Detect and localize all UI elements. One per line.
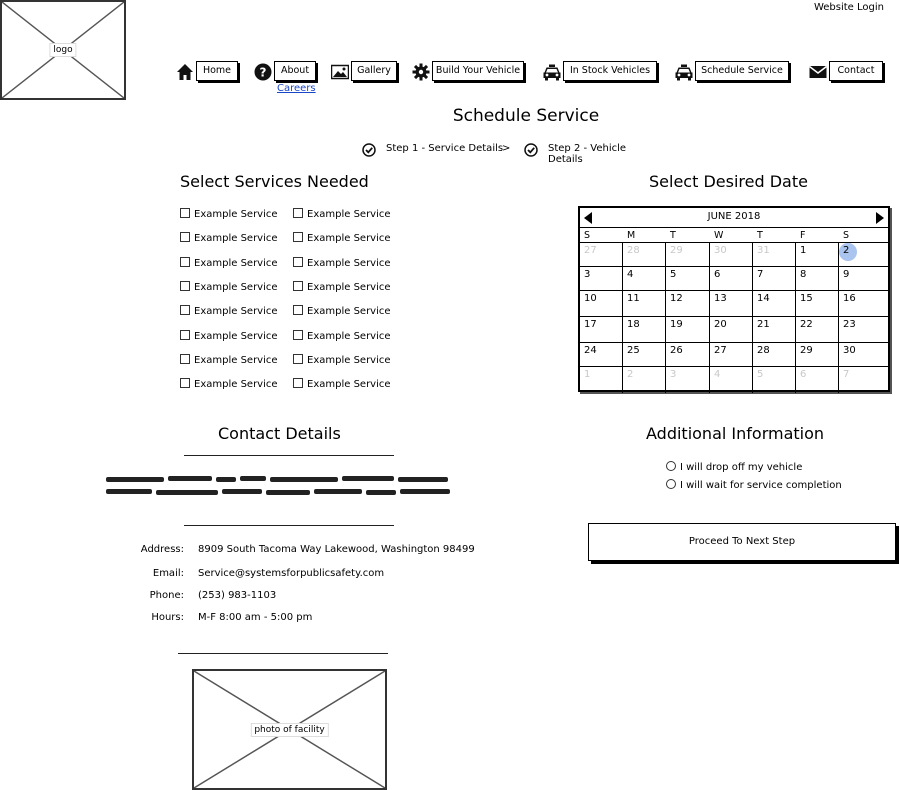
checkbox-square[interactable] (293, 330, 303, 340)
service-label: Example Service (307, 306, 391, 318)
service-checkbox[interactable] (180, 330, 278, 344)
calendar-day[interactable] (753, 367, 796, 393)
contact-detail-label: Address: (140, 544, 184, 555)
divider (184, 455, 394, 456)
checkbox-square[interactable] (180, 281, 190, 291)
checkbox-square[interactable] (180, 378, 190, 388)
radio-wait[interactable] (666, 479, 842, 491)
calendar-day[interactable] (623, 317, 666, 343)
checkbox-square[interactable] (180, 208, 190, 218)
contact-detail-value: M-F 8:00 am - 5:00 pm (198, 612, 313, 623)
radio-label: I will drop off my vehicle (680, 462, 803, 473)
car-icon (543, 63, 561, 81)
checkbox-square[interactable] (293, 281, 303, 291)
calendar-day-number: 31 (757, 245, 770, 256)
service-label: Example Service (307, 379, 391, 391)
calendar-day-number: 16 (843, 293, 856, 304)
service-checkbox[interactable] (293, 208, 391, 222)
service-checkbox[interactable] (293, 330, 391, 344)
calendar-day[interactable] (580, 243, 623, 267)
checkbox-square[interactable] (293, 257, 303, 267)
website-login-link[interactable]: Website Login (813, 2, 884, 13)
calendar-day[interactable] (580, 267, 623, 291)
calendar-day[interactable] (839, 267, 890, 291)
calendar-weekday: S (584, 230, 591, 241)
calendar-day[interactable] (710, 243, 753, 267)
checkbox-square[interactable] (293, 208, 303, 218)
calendar-day[interactable] (796, 343, 839, 367)
divider (178, 653, 388, 654)
service-label: Example Service (307, 257, 391, 269)
calendar-day-number: 22 (800, 319, 813, 330)
calendar-day-number: 7 (757, 269, 764, 280)
calendar-day[interactable] (710, 343, 753, 367)
calendar-day-number: 28 (757, 345, 770, 356)
calendar-day-number: 23 (843, 319, 856, 330)
contact-detail-value[interactable]: Service@systemsforpublicsafety.com (198, 568, 385, 579)
calendar-day-number: 4 (714, 369, 721, 380)
service-label: Example Service (307, 209, 391, 220)
calendar-day[interactable] (666, 291, 710, 317)
service-checkbox[interactable] (293, 378, 391, 392)
calendar-month: JUNE 2018 (707, 211, 761, 222)
service-checkbox[interactable] (180, 305, 278, 319)
checkbox-square[interactable] (180, 305, 190, 315)
service-checkbox[interactable] (293, 232, 391, 246)
step-1-label[interactable]: Step 1 - Service Details (386, 143, 504, 154)
radio-label: I will wait for service completion (680, 480, 842, 491)
nav-button-gallery[interactable]: Gallery (351, 61, 397, 81)
calendar-day[interactable] (623, 343, 666, 367)
calendar-day-number: 9 (843, 269, 850, 280)
calendar-day-number: 18 (627, 319, 640, 330)
calendar-day[interactable] (796, 267, 839, 291)
contact-detail-label: Hours: (151, 612, 184, 623)
nav-link-careers[interactable]: Careers (277, 83, 316, 94)
calendar-day-number: 5 (757, 369, 764, 380)
calendar-day[interactable] (753, 343, 796, 367)
calendar-day[interactable] (580, 343, 623, 367)
calendar-day[interactable] (580, 317, 623, 343)
calendar-day-number: 7 (843, 369, 850, 380)
calendar-day[interactable] (580, 291, 623, 317)
calendar-day-number: 27 (584, 245, 597, 256)
calendar-day-number: 14 (757, 293, 770, 304)
service-label: Example Service (194, 354, 278, 366)
calendar-day-number: 12 (670, 293, 683, 304)
calendar-day[interactable] (666, 267, 710, 291)
checkbox-square[interactable] (293, 232, 303, 242)
calendar-day-number: 1 (584, 369, 591, 380)
nav-button-about[interactable]: About (274, 61, 316, 81)
calendar-day-number: 2 (627, 369, 634, 380)
calendar-day[interactable] (753, 317, 796, 343)
calendar-header (580, 208, 888, 228)
calendar-day-number: 5 (670, 269, 677, 280)
calendar-day[interactable] (796, 291, 839, 317)
calendar-day[interactable] (710, 367, 753, 393)
calendar-day[interactable] (839, 367, 890, 393)
contact-detail-value: 8909 South Tacoma Way Lakewood, Washington 98499 (198, 544, 475, 555)
calendar-day-number: 29 (800, 345, 813, 356)
calendar-day-number: 4 (627, 269, 634, 280)
service-checkbox[interactable] (180, 232, 278, 246)
nav-button-in-stock-vehicles[interactable]: In Stock Vehicles (563, 61, 657, 81)
nav-button-schedule-service[interactable]: Schedule Service (695, 61, 789, 81)
calendar-day-number: 6 (714, 269, 721, 280)
service-label: Example Service (307, 354, 391, 366)
home-icon (176, 63, 194, 81)
calendar-day[interactable] (753, 291, 796, 317)
calendar-day[interactable] (753, 267, 796, 291)
facility-photo-label: photo of facility (250, 723, 328, 737)
service-label: Example Service (194, 330, 278, 342)
date-title: Select Desired Date (649, 172, 808, 191)
nav-button-build-your-vehicle[interactable]: Build Your Vehicle (432, 61, 524, 81)
radio-circle[interactable] (666, 461, 676, 471)
checkbox-square[interactable] (293, 378, 303, 388)
calendar-day[interactable] (710, 317, 753, 343)
check-circle-icon (524, 143, 538, 157)
calendar-day[interactable] (623, 243, 666, 267)
contact-detail-label: Email: (152, 568, 184, 579)
service-label: Example Service (307, 233, 391, 245)
calendar-day-number: 3 (670, 369, 677, 380)
service-label: Example Service (307, 330, 391, 342)
calendar-day-number: 3 (584, 269, 591, 280)
service-label: Example Service (194, 233, 278, 245)
calendar-weekday: T (757, 230, 763, 241)
service-label: Example Service (307, 281, 391, 293)
calendar-grid (580, 242, 890, 392)
service-checkbox[interactable] (180, 354, 278, 368)
step-separator: > (502, 143, 511, 154)
calendar-day-number: 2 (839, 243, 857, 261)
facility-photo (192, 669, 387, 790)
service-label: Example Service (194, 281, 278, 293)
additional-info-title: Additional Information (646, 424, 825, 443)
radio-circle[interactable] (666, 479, 676, 489)
check-circle-icon (362, 143, 376, 157)
calendar-day-number: 10 (584, 293, 597, 304)
proceed-button[interactable]: Proceed To Next Step (588, 523, 896, 561)
calendar-day-number: 30 (843, 345, 856, 356)
calendar-day-number: 28 (627, 245, 640, 256)
calendar-day-number: 30 (714, 245, 727, 256)
gear-icon (412, 63, 430, 81)
step-indicator (362, 143, 662, 165)
calendar-weekday: T (670, 230, 676, 241)
divider (184, 525, 394, 526)
checkbox-square[interactable] (180, 257, 190, 267)
calendar-day-number: 1 (800, 245, 807, 256)
calendar-day[interactable] (796, 243, 839, 267)
calendar-day[interactable] (666, 367, 710, 393)
calendar-day[interactable] (839, 317, 890, 343)
calendar-day[interactable] (623, 367, 666, 393)
service-checkbox[interactable] (293, 257, 391, 271)
contact-detail-value: (253) 983-1103 (198, 590, 277, 601)
service-checkbox[interactable] (180, 257, 278, 271)
radio-drop-off[interactable] (666, 461, 802, 473)
calendar-day[interactable] (666, 243, 710, 267)
calendar-day[interactable] (710, 267, 753, 291)
question-circle-icon (254, 63, 272, 81)
arrow-left-icon[interactable] (584, 212, 592, 224)
step-2-label[interactable]: Step 2 - Vehicle Details (548, 143, 627, 165)
calendar-day-number: 24 (584, 345, 597, 356)
nav-button-contact[interactable]: Contact (829, 61, 883, 81)
calendar-day-number: 21 (757, 319, 770, 330)
calendar-weekday: W (714, 230, 724, 241)
arrow-right-icon[interactable] (876, 212, 884, 224)
service-label: Example Service (194, 306, 278, 318)
envelope-icon (809, 63, 827, 81)
calendar-day-number: 6 (800, 369, 807, 380)
calendar-day-number: 17 (584, 319, 597, 330)
calendar-day-number: 20 (714, 319, 727, 330)
calendar-weekday: F (800, 230, 806, 241)
nav-button-home[interactable]: Home (196, 61, 238, 81)
calendar-day-number: 15 (800, 293, 813, 304)
calendar-day[interactable] (666, 317, 710, 343)
calendar-weekday: M (627, 230, 636, 241)
svg-text:?: ? (259, 65, 267, 80)
contact-title: Contact Details (218, 424, 341, 443)
calendar-day-number: 13 (714, 293, 727, 304)
calendar-day[interactable] (796, 317, 839, 343)
calendar-day-number: 29 (670, 245, 683, 256)
logo-label: logo (49, 43, 76, 57)
image-icon (331, 63, 349, 81)
calendar-day-number: 19 (670, 319, 683, 330)
service-label: Example Service (194, 209, 278, 220)
calendar (578, 206, 890, 392)
checkbox-square[interactable] (293, 305, 303, 315)
service-checkbox[interactable] (180, 208, 278, 222)
calendar-day[interactable] (796, 367, 839, 393)
checkbox-square[interactable] (180, 232, 190, 242)
calendar-day-selected[interactable] (839, 243, 890, 267)
calendar-day-number: 26 (670, 345, 683, 356)
calendar-day[interactable] (623, 267, 666, 291)
service-checkbox[interactable] (293, 281, 391, 295)
calendar-day[interactable] (839, 343, 890, 367)
service-label: Example Service (194, 379, 278, 391)
contact-detail-label: Phone: (149, 590, 184, 601)
service-checkbox[interactable] (180, 378, 278, 392)
checkbox-square[interactable] (180, 330, 190, 340)
service-checkbox[interactable] (293, 354, 391, 368)
checkbox-square[interactable] (180, 354, 190, 364)
calendar-day-number: 25 (627, 345, 640, 356)
calendar-day-number: 11 (627, 293, 640, 304)
calendar-day[interactable] (666, 343, 710, 367)
checkbox-square[interactable] (293, 354, 303, 364)
service-label: Example Service (194, 257, 278, 269)
calendar-day-number: 27 (714, 345, 727, 356)
service-checkbox[interactable] (180, 281, 278, 295)
calendar-day[interactable] (839, 291, 890, 317)
calendar-weekday: S (843, 230, 850, 241)
calendar-day[interactable] (623, 291, 666, 317)
page-title: Schedule Service (452, 106, 600, 126)
calendar-day[interactable] (580, 367, 623, 393)
calendar-day[interactable] (753, 243, 796, 267)
calendar-day-number: 8 (800, 269, 807, 280)
service-checkbox[interactable] (293, 305, 391, 319)
logo[interactable] (0, 0, 126, 100)
calendar-day[interactable] (710, 291, 753, 317)
services-title: Select Services Needed (180, 172, 369, 191)
car-icon (675, 63, 693, 81)
